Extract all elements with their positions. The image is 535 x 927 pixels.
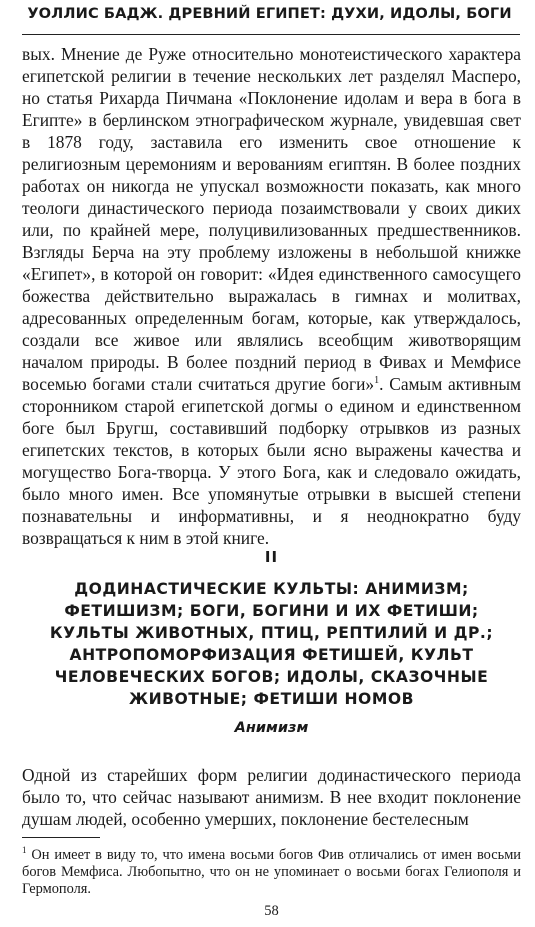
section-title-line: КУЛЬТЫ ЖИВОТНЫХ, ПТИЦ, РЕПТИЛИЙ И ДР.; [49,624,494,642]
section-title-line: ЖИВОТНЫЕ; ФЕТИШИ НОМОВ [129,690,414,708]
footnote-text: Он имеет в виду то, что имена восьми богов Фив отличались от имен восьми богов Мемфиса. Любопытно, что он не упоминает о восьми богах Гелиополя и Гермополя. [22,847,521,897]
section-number: II [264,548,279,566]
footnote-mark: 1 [22,845,27,856]
subheading: Анимизм [234,720,309,736]
header-rule [22,34,520,35]
paragraph-1-text: вых. Мнение де Руже относительно монотеистического характера египетской религии в течение нескольких лет разделял Масперо, но статья Рихарда Пичмана «Поклонение идолам и вера в бога в Египте» в берлинском этнографическом журнале, увидевшая свет в 1878 году, заставила его изменить свое отношение к религиозным церемониям и верованиям египтян. В более поздних работах он никогда не упускал возможности показать, как много теологи династического периода позаимствовали у своих диких или, по крайней мере, полуцивилизованных предшественников. Взгляды Берча на эту проблему изложены в небольшой книжке «Египет», в которой он говорит: «Идея единственного самосущего божества действительно выражалась в гимнах и молитвах, адресованных определенным богам, которые, как утверждалось, создали все живое или являлись всеобщим животворящим началом природы. В более поздний период в Фивах и Мемфисе восемью богами стали считаться другие боги» [22,44,521,394]
section-title-line: ЧЕЛОВЕЧЕСКИХ БОГОВ; ИДОЛЫ, СКАЗОЧНЫЕ [54,668,489,686]
running-head: УОЛЛИС БАДЖ. ДРЕВНИЙ ЕГИПЕТ: ДУХИ, ИДОЛЫ, БОГИ [27,5,512,22]
body-paragraph-1 [22,43,521,549]
footnote-rule [22,837,100,838]
paragraph-1-text-continued: . Самым активным сторонником старой египетской догмы о едином и единственном боге был Бругш, составивший подборку отрывков из разных египетских текстов, в которых были ясно выражены качества и могущество Бога-творца. У этого Бога, как и следовало ожидать, было много имен. Все упомянутые отрывки в высшей степени познавательны и информативны, и я неоднократно буду возвращаться к ним в этой книге. [22,374,522,548]
page-number: 58 [264,903,279,919]
section-title-line: ФЕТИШИЗМ; БОГИ, БОГИНИ И ИХ ФЕТИШИ; [64,602,479,620]
body-paragraph-2: Одной из старейших форм религии додинастического периода было то, что сейчас называют анимизм. В нее входит поклонение душам людей, особенно умерших, поклонение бестелесным [22,765,521,829]
footnote [22,847,521,898]
section-title-line: ДОДИНАСТИЧЕСКИЕ КУЛЬТЫ: АНИМИЗМ; [74,580,469,598]
section-title-line: АНТРОПОМОРФИЗАЦИЯ ФЕТИШЕЙ, КУЛЬТ [69,646,474,664]
footnote-reference: 1 [374,375,380,387]
section-title [22,578,521,710]
